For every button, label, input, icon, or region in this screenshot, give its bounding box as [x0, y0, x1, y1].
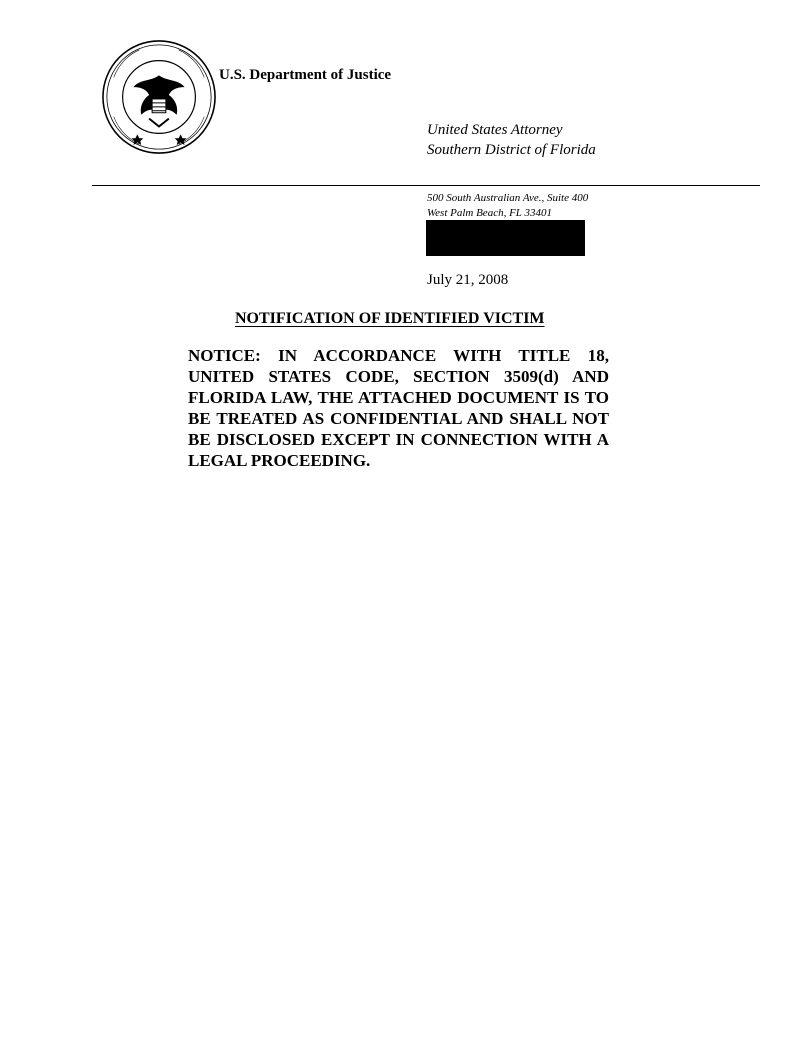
letter-date: July 21, 2008 [427, 272, 509, 288]
office-district: Southern District of Florida [427, 142, 596, 158]
office-title: United States Attorney [427, 122, 563, 138]
confidentiality-notice: NOTICE: IN ACCORDANCE WITH TITLE 18, UNITED STATES CODE, SECTION 3509(d) AND FLORIDA LAW, THE ATTACHED DOCUMENT IS TO BE TREATED AS CONFIDENTIAL AND SHALL NOT BE DISCLOSED EXCEPT IN CONNECTION WITH A LEGAL PROCEEDING. [188, 346, 609, 470]
header-divider [92, 185, 760, 186]
doj-seal-icon [100, 38, 218, 156]
office-block [427, 120, 596, 160]
address-city: West Palm Beach, FL 33401 [427, 207, 552, 219]
notification-heading: NOTIFICATION OF IDENTIFIED VICTIM [235, 310, 545, 327]
address-block [427, 191, 588, 221]
department-name: U.S. Department of Justice [219, 67, 392, 83]
redaction-box [426, 220, 585, 256]
address-street: 500 South Australian Ave., Suite 400 [427, 192, 589, 204]
